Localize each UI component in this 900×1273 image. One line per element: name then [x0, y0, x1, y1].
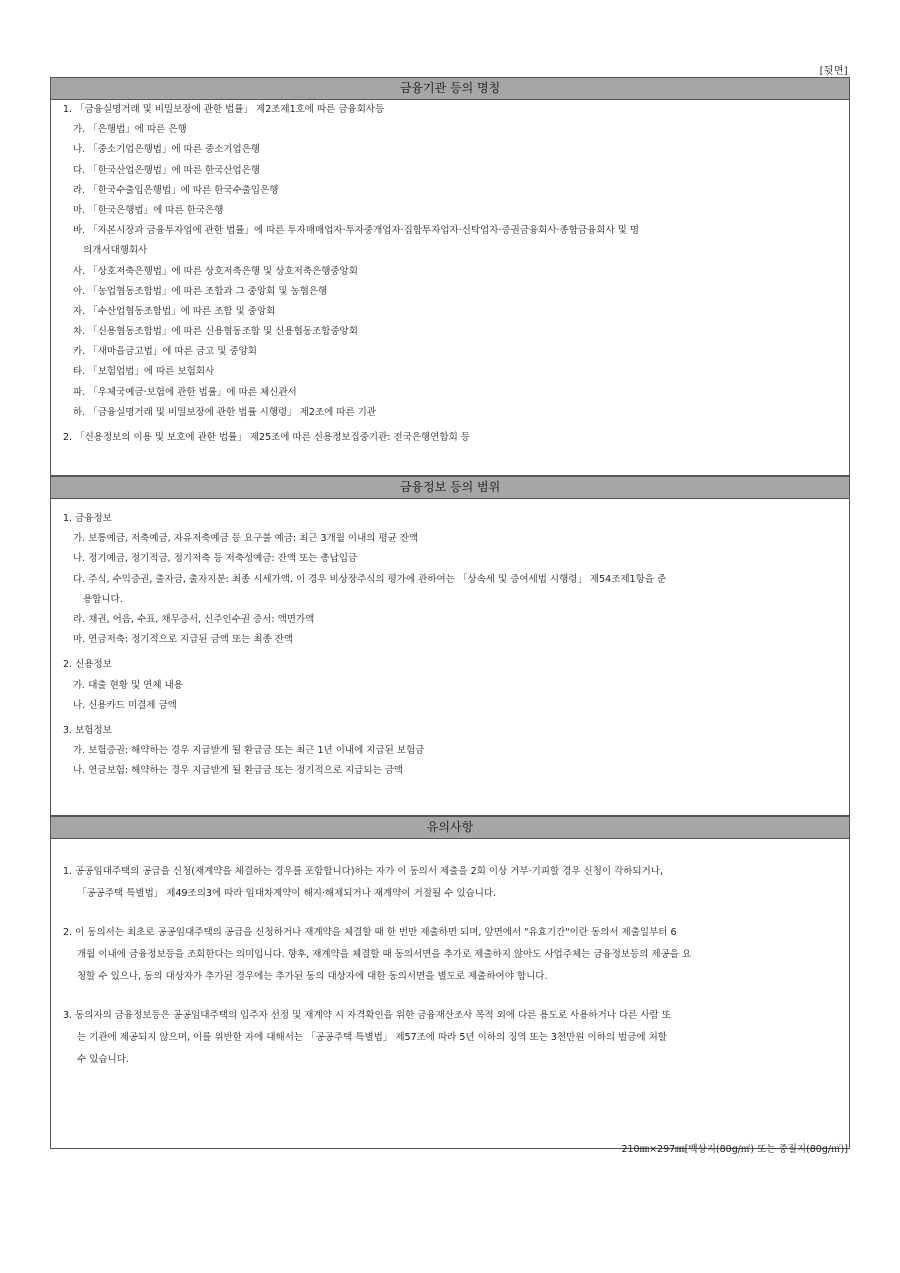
- note-line: 2. 이 동의서는 최초로 공공임대주택의 공급을 신청하거나 재계약을 체결할 때 한 번만 제출하면 되며, 앞면에서 "유효기간"이란 동의서 제출일부터 6: [63, 927, 677, 938]
- list-item: 자. 「수산업협동조합법」에 따른 조합 및 중앙회: [73, 305, 276, 317]
- section-notes: [50, 816, 850, 1149]
- section-title: 유의사항: [51, 816, 849, 839]
- list-item: 다. 주식, 수익증권, 출자금, 출자지분: 최종 시세가액. 이 경우 비상장주식의 평가에 관하여는 「상속세 및 증여세법 시행령」 제54조제1항을 준: [73, 573, 667, 585]
- list-item: 바. 「자본시장과 금융투자업에 관한 법률」에 따른 투자매매업자·투자중개업자·집합투자업자·신탁업자·증권금융회사·종합금융회사 및 명: [73, 225, 640, 237]
- list-item: 1. 금융정보: [63, 513, 112, 524]
- section-financial-info-scope: [50, 476, 850, 816]
- list-item-continuation: 용합니다.: [83, 593, 123, 605]
- page-label: [뒷면]: [819, 66, 848, 77]
- note-line: 3. 동의자의 금융정보등은 공공임대주택의 입주자 선정 및 재계약 시 자격확인을 위한 금융재산조사 목적 외에 다른 용도로 사용하거나 다른 사람 또: [63, 1010, 671, 1021]
- consent-form-back: [50, 77, 850, 1149]
- list-item: 가. 「은행법」에 따른 은행: [73, 124, 187, 136]
- section-title: 금융정보 등의 범위: [51, 476, 849, 499]
- list-item-continuation: 의개서대행회사: [83, 245, 148, 257]
- list-item: 사. 「상호저축은행법」에 따른 상호저축은행 및 상호저축은행중앙회: [73, 265, 358, 277]
- section-body: [51, 499, 849, 815]
- list-item: 라. 채권, 어음, 수표, 채무증서, 신주인수권 증서: 액면가액: [73, 613, 315, 625]
- list-item: 나. 연금보험: 해약하는 경우 지급받게 될 환급금 또는 정기적으로 지급되는 금액: [73, 765, 404, 777]
- note-line: 1. 공공임대주택의 공급을 신청(재계약을 체결하는 경우를 포함합니다)하는 자가 이 동의서 제출을 2회 이상 거부·기피할 경우 신청이 각하되거나,: [63, 866, 663, 877]
- section-financial-institutions: [50, 77, 850, 476]
- note-item: [63, 1005, 839, 1071]
- section-title: 금융기관 등의 명칭: [51, 78, 849, 100]
- note-line: 수 있습니다.: [77, 1054, 129, 1065]
- list-item: 2. 신용정보: [63, 659, 112, 671]
- section-body: [51, 100, 849, 475]
- note-line: 개월 이내에 금융정보등을 조회한다는 의미입니다. 향후, 재계약을 체결할 때 동의서면을 추가로 제출하지 않아도 사업주체는 금융정보등의 제공을 요: [77, 949, 692, 960]
- list-item: 타. 「보험업법」에 따른 보험회사: [73, 366, 215, 378]
- list-item: 나. 신용카드 미결제 금액: [73, 699, 177, 711]
- note-line: 는 기관에 제공되지 않으며, 이를 위반한 자에 대해서는 「공공주택 특별법」 제57조에 따라 5년 이하의 징역 또는 3천만원 이하의 벌금에 처할: [77, 1032, 667, 1043]
- list-item: 파. 「우체국예금·보험에 관한 법률」에 따른 체신관서: [73, 386, 297, 398]
- list-item: 1. 「금융실명거래 및 비밀보장에 관한 법률」 제2조제1호에 따른 금융회사등: [63, 104, 385, 115]
- note-line: 「공공주택 특별법」 제49조의3에 따라 임대차계약이 해지·해제되거나 재계약이 거절될 수 있습니다.: [77, 888, 497, 899]
- list-item: 아. 「농업협동조합법」에 따른 조합과 그 중앙회 및 농협은행: [73, 285, 328, 297]
- list-item: 가. 보통예금, 저축예금, 자유저축예금 등 요구불 예금: 최근 3개월 이내의 평균 잔액: [73, 533, 419, 545]
- paper-spec-footer: 210㎜×297㎜[백상지(80g/㎡) 또는 중질지(80g/㎡)]: [621, 1144, 848, 1155]
- list-item: 3. 보험정보: [63, 724, 112, 736]
- list-item: 차. 「신용협동조합법」에 따른 신용협동조합 및 신용협동조합중앙회: [73, 326, 358, 338]
- list-item: 가. 보험증권: 해약하는 경우 지급받게 될 환급금 또는 최근 1년 이내에 지급된 보험금: [73, 745, 425, 757]
- list-item: 나. 「중소기업은행법」에 따른 중소기업은행: [73, 144, 261, 156]
- list-item: 마. 「한국은행법」에 따른 한국은행: [73, 204, 224, 216]
- list-item: 다. 「한국산업은행법」에 따른 한국산업은행: [73, 164, 261, 176]
- section-body: [51, 839, 849, 1148]
- list-item: 가. 대출 현황 및 연체 내용: [73, 679, 183, 691]
- note-item: [63, 922, 839, 988]
- note-item: [63, 861, 839, 905]
- list-item: 카. 「새마을금고법」에 따른 금고 및 중앙회: [73, 346, 257, 358]
- list-item: 2. 「신용정보의 이용 및 보호에 관한 법률」 제25조에 따른 신용정보집중기관: 전국은행연합회 등: [63, 432, 470, 443]
- note-line: 청할 수 있으나, 동의 대상자가 추가된 경우에는 추가된 동의 대상자에 대한 동의서면을 별도로 제출하여야 합니다.: [77, 971, 548, 982]
- list-item: 마. 연금저축: 정기적으로 지급된 금액 또는 최종 잔액: [73, 634, 294, 646]
- list-item: 라. 「한국수출입은행법」에 따른 한국수출입은행: [73, 184, 279, 196]
- list-item: 하. 「금융실명거래 및 비밀보장에 관한 법률 시행령」 제2조에 따른 기관: [73, 406, 377, 418]
- list-item: 나. 정기예금, 정기적금, 정기저축 등 저축성예금: 잔액 또는 총납입금: [73, 553, 358, 565]
